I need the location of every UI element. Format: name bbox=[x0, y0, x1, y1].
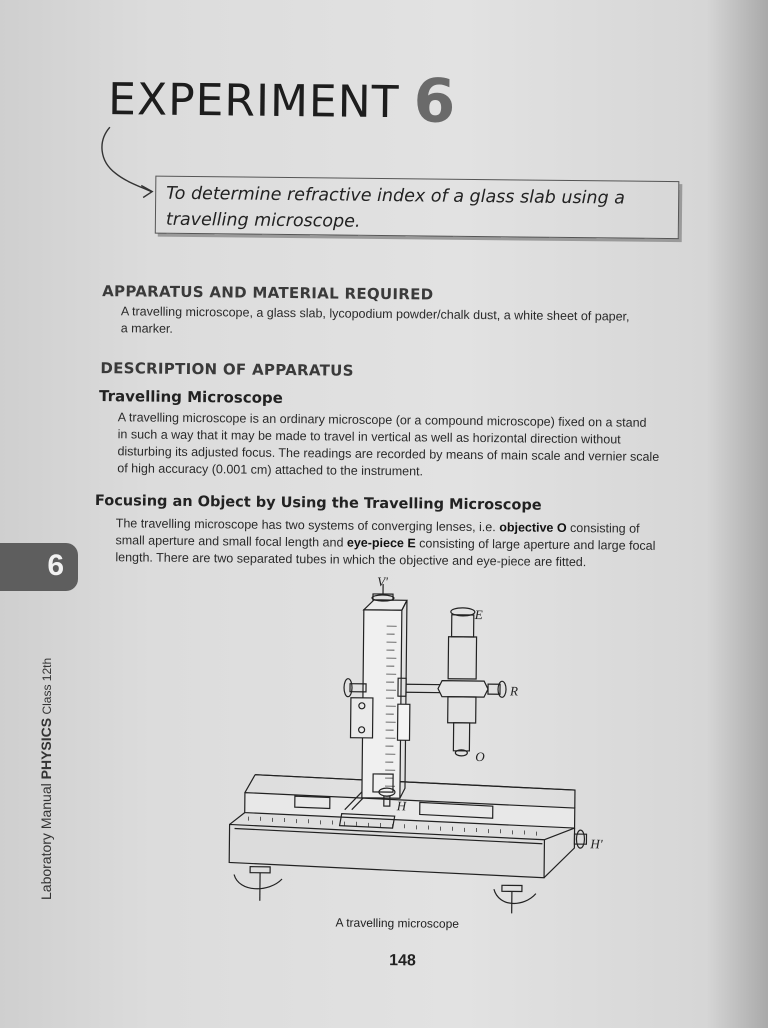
apparatus-text: A travelling microscope, a glass slab, lycopodium powder/chalk dust, a white sheet of paper, a marker. bbox=[121, 303, 731, 343]
travelling-microscope-diagram bbox=[224, 574, 628, 918]
aim-box bbox=[155, 176, 680, 239]
travelling-microscope-text: A travelling microscope is an ordinary microscope (or a compound microscope) fixed on a stand in such a way that it may be made to travel in vertical as well as horizontal direction without disturbing its adjusted focus. The readings are recorded by means of main scale and vernier scale of high accuracy (0.001 cm) attached to the instrument. bbox=[117, 409, 736, 483]
eyepiece-term: eye-piece E bbox=[347, 536, 416, 551]
side-running-title: Laboratory Manual PHYSICS Class 12th bbox=[38, 658, 54, 900]
chapter-tab-number: 6 bbox=[47, 549, 64, 583]
aim-text: To determine refractive index of a glass slab using a travelling microscope. bbox=[166, 181, 625, 238]
focusing-text: The travelling microscope has two systems of converging lenses, i.e. objective O consisting of small aperture and small focal length and eye-piece E consisting of large aperture and large focal length. There are two separated tubes in which the objective and eye-piece are fitted. bbox=[115, 515, 737, 573]
experiment-number: 6 bbox=[413, 66, 456, 136]
label-e: E bbox=[474, 607, 483, 622]
page-number: 148 bbox=[389, 952, 416, 970]
label-h: H bbox=[396, 798, 407, 813]
focusing-heading: Focusing an Object by Using the Travelling Microscope bbox=[95, 493, 542, 514]
label-v-prime: V' bbox=[377, 574, 388, 589]
label-h-prime: H' bbox=[589, 836, 603, 851]
travelling-microscope-heading: Travelling Microscope bbox=[99, 387, 283, 407]
figure-caption: A travelling microscope bbox=[335, 916, 459, 931]
experiment-word: EXPERIMENT bbox=[108, 74, 400, 128]
chapter-tab bbox=[0, 543, 78, 591]
label-o: O bbox=[475, 749, 485, 764]
label-r: R bbox=[509, 683, 518, 698]
objective-term: objective O bbox=[499, 520, 567, 535]
description-heading: DESCRIPTION OF APPARATUS bbox=[100, 359, 354, 380]
apparatus-heading: APPARATUS AND MATERIAL REQUIRED bbox=[102, 282, 433, 303]
